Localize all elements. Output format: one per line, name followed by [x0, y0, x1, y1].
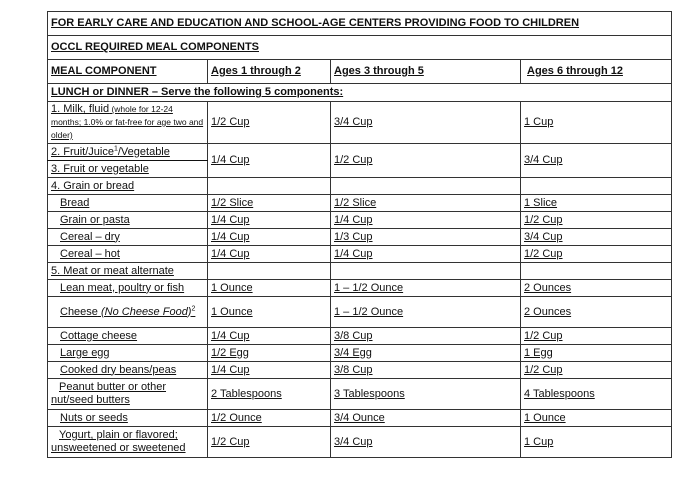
cheese-label: Cheese (No Cheese Food)$^2$	[60, 304, 196, 318]
fruit-ages-3-5: 1/2 Cup	[334, 154, 373, 166]
table-row-meat-header	[48, 263, 672, 280]
grain-item-value: 1/2 Cup	[524, 213, 563, 226]
grain-item-value: 1/3 Cup	[334, 230, 373, 243]
meat-item-label: Large egg	[60, 346, 110, 359]
table-row	[48, 212, 672, 229]
meat-item-value: 1 Egg	[524, 346, 553, 359]
nuts-label: Nuts or seeds	[60, 411, 128, 424]
nuts-ages-6-12: 1 Ounce	[524, 411, 566, 424]
fruit-ages-6-12: 3/4 Cup	[524, 154, 563, 166]
section-label-rest: – Serve the following 5 components:	[148, 86, 344, 98]
lean-meat-ages-1-2: 1 Ounce	[211, 281, 253, 294]
meal-components-table	[47, 11, 672, 458]
yogurt-ages-1-2: 1/2 Cup	[211, 435, 250, 448]
table-row	[48, 246, 672, 263]
cheese-ages-1-2: 1 Ounce	[211, 305, 253, 318]
yogurt-ages-6-12: 1 Cup	[524, 435, 554, 448]
peanut-ages-1-2: 2 Tablespoons	[211, 387, 282, 400]
meat-item-value: 1/2 Egg	[211, 346, 249, 359]
lean-meat-ages-6-12: 2 Ounces	[524, 281, 572, 294]
grain-item-value: 1/4 Cup	[211, 247, 250, 260]
grain-item-value: 1/2 Slice	[211, 196, 254, 209]
meat-item-value: 3/8 Cup	[334, 329, 373, 342]
table-row	[48, 345, 672, 362]
peanut-label-2: nut/seed butters	[51, 394, 130, 406]
table-row-cheese	[48, 297, 672, 328]
nuts-ages-3-5: 3/4 Ounce	[334, 411, 385, 424]
yogurt-label-2: unsweetened or sweetened	[51, 442, 186, 454]
peanut-ages-6-12: 4 Tablespoons	[524, 387, 595, 400]
grain-item-value: 1/2 Slice	[334, 196, 377, 209]
grain-item-label: Grain or pasta	[60, 213, 130, 226]
table-subtitle: OCCL REQUIRED MEAL COMPONENTS	[51, 41, 259, 53]
meat-label: 5. Meat or meat alternate	[51, 264, 174, 277]
header-ages-1-2: Ages 1 through 2	[211, 65, 301, 77]
grain-item-value: 3/4 Cup	[524, 230, 563, 243]
milk-ages-1-2: 1/2 Cup	[211, 116, 250, 128]
milk-ages-3-5: 3/4 Cup	[334, 116, 373, 128]
grain-item-value: 1/4 Cup	[334, 213, 373, 226]
header-ages-6-12: Ages 6 through 12	[527, 65, 623, 77]
nuts-ages-1-2: 1/2 Ounce	[211, 411, 262, 424]
fruit-ages-1-2: 1/4 Cup	[211, 154, 250, 166]
subtitle-row	[48, 36, 672, 60]
table-row	[48, 195, 672, 212]
grain-item-label: Cereal – dry	[60, 230, 120, 243]
table-row	[48, 229, 672, 246]
meat-item-value: 3/4 Egg	[334, 346, 372, 359]
section-label: LUNCH or DINNER	[51, 86, 149, 98]
yogurt-label-1: Yogurt, plain or flavored;	[59, 429, 178, 441]
cheese-note: (No Cheese Food)	[100, 305, 192, 318]
table-title: FOR EARLY CARE AND EDUCATION AND SCHOOL-AGE CENTERS PROVIDING FOOD TO CHILDREN	[51, 17, 580, 29]
header-row	[48, 60, 672, 84]
meat-item-value: 1/2 Cup	[524, 329, 563, 342]
table-row-peanut-butter	[48, 379, 672, 410]
grain-item-label: Cereal – hot	[60, 247, 120, 260]
table-row-grain-header	[48, 178, 672, 195]
grain-item-value: 1/4 Cup	[211, 230, 250, 243]
fruit-juice-label: 2. Fruit/Juice$^1$/Vegetable	[51, 144, 170, 158]
table-row-fruit-juice	[48, 144, 672, 161]
milk-note: (whole for 12-24 months; 1.0% or fat-free for age two and older)	[51, 104, 204, 140]
peanut-label-1: Peanut butter or other	[59, 381, 167, 393]
milk-ages-6-12: 1 Cup	[524, 116, 554, 128]
fruit-vegetable-label: 3. Fruit or vegetable	[51, 162, 149, 175]
header-ages-3-5: Ages 3 through 5	[334, 65, 424, 77]
section-row	[48, 84, 672, 102]
meat-item-label: Cottage cheese	[60, 329, 138, 342]
grain-item-value: 1/4 Cup	[211, 213, 250, 226]
header-meal-component: MEAL COMPONENT	[51, 65, 157, 77]
cheese-ages-6-12: 2 Ounces	[524, 305, 572, 318]
grain-item-label: Bread	[60, 196, 90, 209]
grain-label: 4. Grain or bread	[51, 179, 135, 192]
grain-item-value: 1 Slice	[524, 196, 558, 209]
cheese-ages-3-5: 1 – 1/2 Ounce	[334, 305, 404, 318]
table-row-milk	[48, 102, 672, 144]
meat-item-label: Cooked dry beans/peas	[60, 363, 177, 376]
peanut-ages-3-5: 3 Tablespoons	[334, 387, 405, 400]
table-row	[48, 362, 672, 379]
grain-item-value: 1/4 Cup	[334, 247, 373, 260]
meat-item-value: 3/8 Cup	[334, 363, 373, 376]
table-row	[48, 328, 672, 345]
title-row	[48, 12, 672, 36]
grain-item-value: 1/2 Cup	[524, 247, 563, 260]
table-row-lean-meat	[48, 280, 672, 297]
lean-meat-ages-3-5: 1 – 1/2 Ounce	[334, 281, 404, 294]
milk-label: 1. Milk, fluid	[51, 103, 110, 115]
table-row-nuts	[48, 410, 672, 427]
table-row-yogurt	[48, 427, 672, 458]
yogurt-ages-3-5: 3/4 Cup	[334, 435, 373, 448]
meat-item-value: 1/4 Cup	[211, 329, 250, 342]
lean-meat-label: Lean meat, poultry or fish	[60, 281, 185, 294]
meat-item-value: 1/2 Cup	[524, 363, 563, 376]
meat-item-value: 1/4 Cup	[211, 363, 250, 376]
